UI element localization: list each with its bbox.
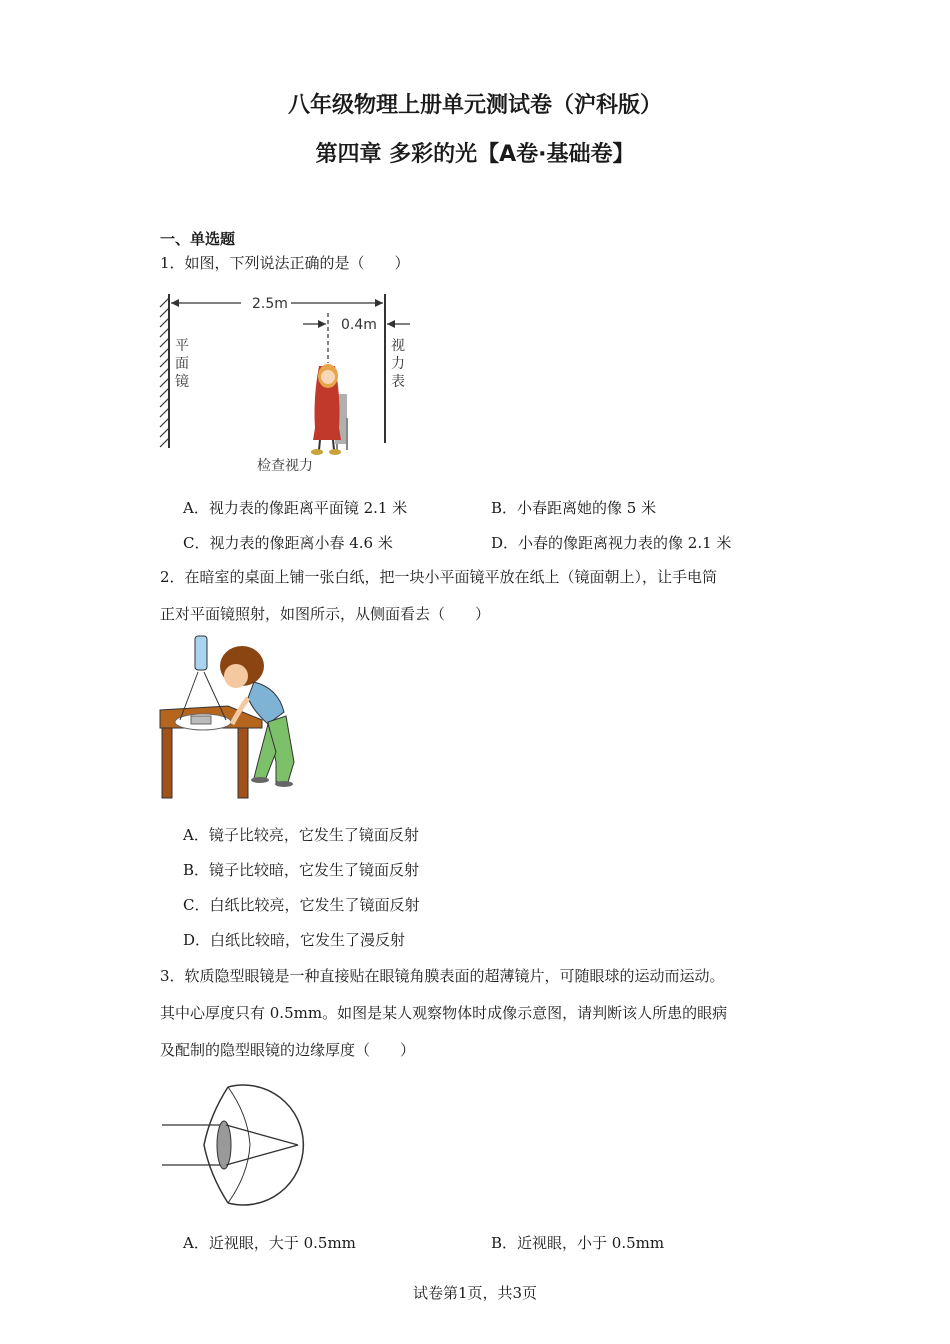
question-2-stem-line2: 正对平面镜照射，如图所示，从侧面看去（ ） [160,605,491,623]
q1-option-a[interactable]: A．视力表的像距离平面镜 2.1 米 [183,499,408,517]
q2-option-d[interactable]: D．白纸比较暗，它发生了漫反射 [183,931,406,949]
page-title: 八年级物理上册单元测试卷（沪科版） [287,93,662,118]
q1-option-c[interactable]: C．视力表的像距离小春 4.6 米 [183,534,393,552]
question-3-stem-line2: 其中心厚度只有 0.5mm。如图是某人观察物体时成像示意图，请判断该人所患的眼病 [160,1004,728,1022]
distance-small-label: 0.4m [341,317,377,333]
q1-option-d[interactable]: D．小春的像距离视力表的像 2.1 米 [491,534,732,552]
svg-text:力: 力 [391,356,405,372]
girl-on-chair-illustration [311,364,347,455]
svg-text:表: 表 [391,374,405,390]
question-1-stem: 1．如图，下列说法正确的是（ ） [160,254,410,272]
svg-text:视: 视 [391,338,405,354]
figure-eye-imaging [158,1075,318,1215]
q2-option-a[interactable]: A．镜子比较亮，它发生了镜面反射 [183,826,419,844]
figure-1-caption: 检查视力 [257,458,313,474]
q3-option-a[interactable]: A．近视眼，大于 0.5mm [183,1234,356,1252]
svg-text:镜: 镜 [175,374,189,390]
section-heading: 一、单选题 [160,230,236,248]
svg-text:面: 面 [175,356,189,372]
svg-text:平: 平 [175,338,189,354]
q1-option-b[interactable]: B．小春距离她的像 5 米 [491,499,657,517]
question-2-stem-line1: 2．在暗室的桌面上铺一张白纸，把一块小平面镜平放在纸上（镜面朝上），让手电筒 [160,568,718,586]
distance-total-label: 2.5m [252,296,288,312]
figure-flashlight-mirror [158,632,303,804]
eye-lens [217,1121,231,1169]
flashlight [195,636,207,670]
question-3-stem-line1: 3．软质隐型眼镜是一种直接贴在眼镜角膜表面的超薄镜片，可随眼球的运动而运动。 [160,967,725,985]
q3-option-b[interactable]: B．近视眼，小于 0.5mm [491,1234,665,1252]
small-mirror [191,716,211,724]
question-3-stem-line3: 及配制的隐型眼镜的边缘厚度（ ） [160,1041,416,1059]
page-footer: 试卷第1页，共3页 [412,1284,538,1302]
figure-eye-test [155,288,425,478]
page-subtitle: 第四章 多彩的光【A卷·基础卷】 [315,142,635,167]
q2-option-c[interactable]: C．白纸比较亮，它发生了镜面反射 [183,896,420,914]
q2-option-b[interactable]: B．镜子比较暗，它发生了镜面反射 [183,861,420,879]
